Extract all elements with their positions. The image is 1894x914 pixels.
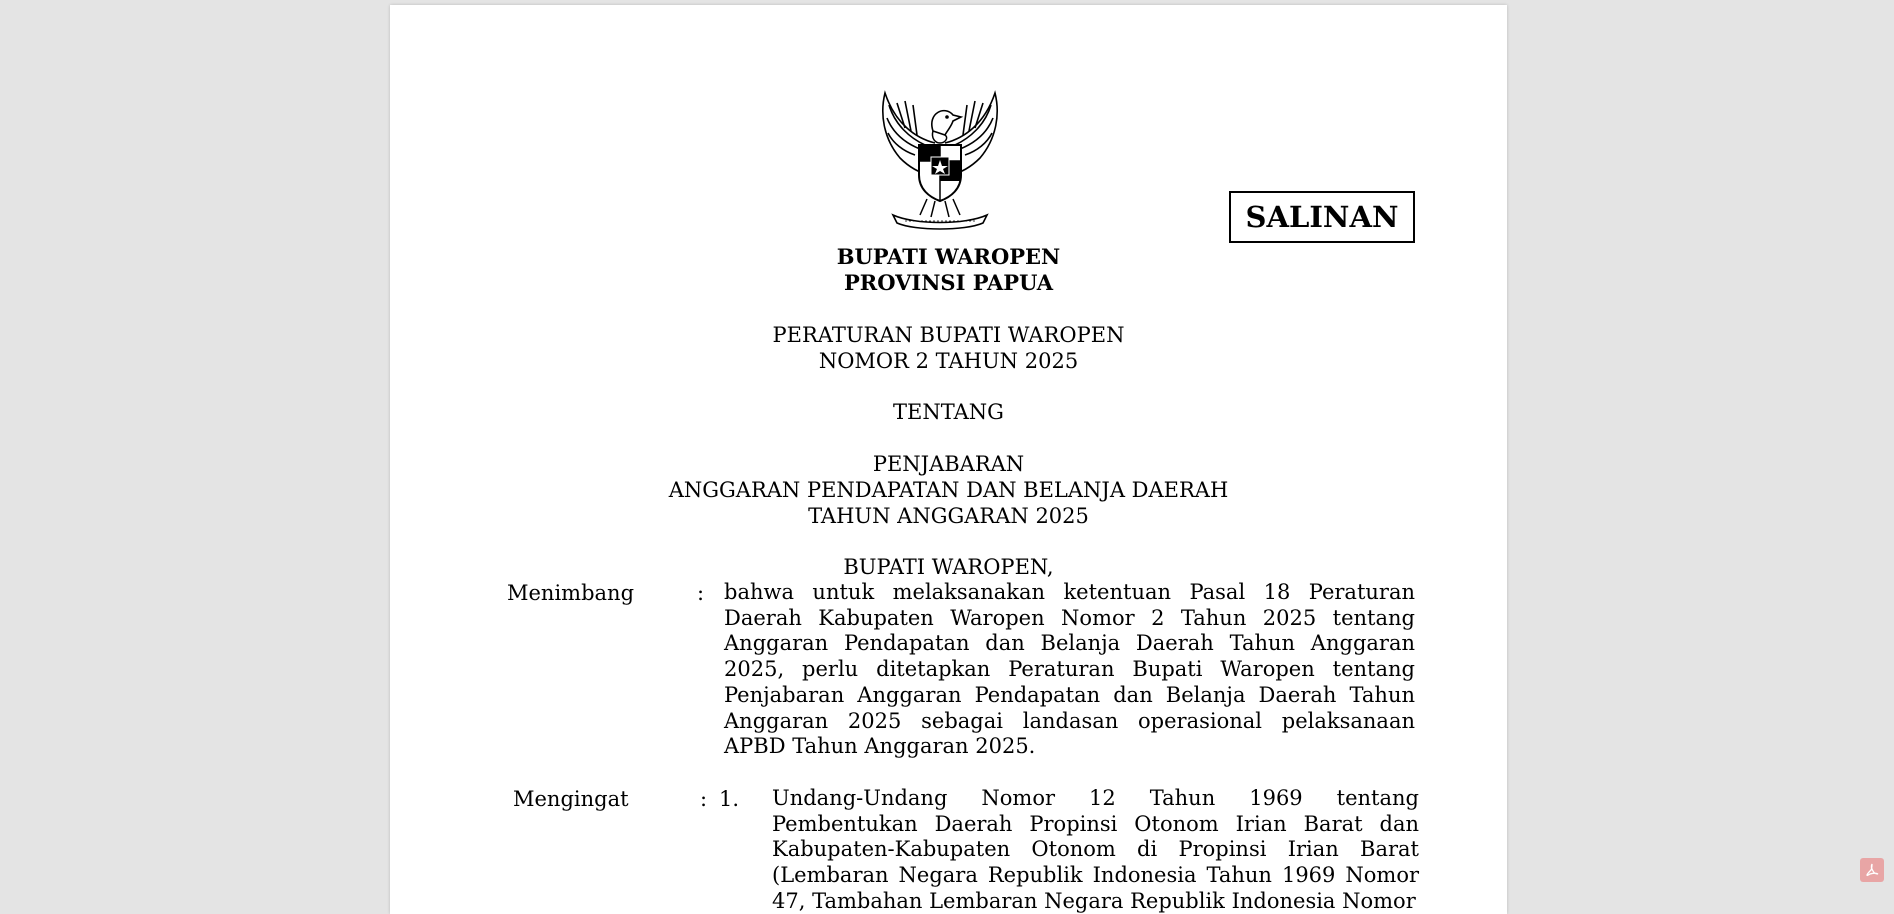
mengingat-label: Mengingat [513, 787, 629, 811]
regulation-number: NOMOR 2 TAHUN 2025 [818, 349, 1079, 373]
pdf-icon[interactable] [1860, 858, 1884, 882]
mengingat-item-1-number: 1. [719, 787, 740, 811]
acrobat-icon [1864, 862, 1880, 878]
about-heading: TENTANG [893, 400, 1004, 424]
subject-line-2: ANGGARAN PENDAPATAN DAN BELANJA DAERAH [668, 478, 1229, 502]
menimbang-label: Menimbang [507, 581, 635, 605]
garuda-emblem-icon [865, 83, 1015, 233]
mengingat-colon: : [700, 787, 708, 811]
document-page [390, 5, 1507, 914]
header-line-1: BUPATI WAROPEN [836, 244, 1061, 269]
authority-line: BUPATI WAROPEN, [843, 555, 1054, 579]
mengingat-item-1-text: Undang-Undang Nomor 12 Tahun 1969 tentang Pembentukan Daerah Propinsi Otonom Irian Barat dan Kabupaten-Kabupaten Otonom di Propinsi Irian Barat (Lembaran Negara Republik Indonesia Tahun 1969 Nomor 47, Tambahan Lembaran Negara Republik Indonesia Nomor [772, 786, 1419, 913]
regulation-title: PERATURAN BUPATI WAROPEN [772, 323, 1125, 347]
subject-line-1: PENJABARAN [872, 452, 1025, 476]
stamp-salinan: SALINAN [1229, 191, 1415, 243]
menimbang-colon: : [697, 581, 705, 605]
subject-line-3: TAHUN ANGGARAN 2025 [808, 504, 1089, 528]
menimbang-text: bahwa untuk melaksanakan ketentuan Pasal 18 Peraturan Daerah Kabupaten Waropen Nomor 2 Tahun 2025 tentang Anggaran Pendapatan dan Belanja Daerah Tahun Anggaran 2025, perlu ditetapkan Peraturan Bupati Waropen tentang Penjabaran Anggaran Pendapatan dan Belanja Daerah Tahun Anggaran 2025 sebagai landasan operasional pelaksanaan APBD Tahun Anggaran 2025. [724, 580, 1415, 759]
header-line-2: PROVINSI PAPUA [843, 270, 1054, 295]
